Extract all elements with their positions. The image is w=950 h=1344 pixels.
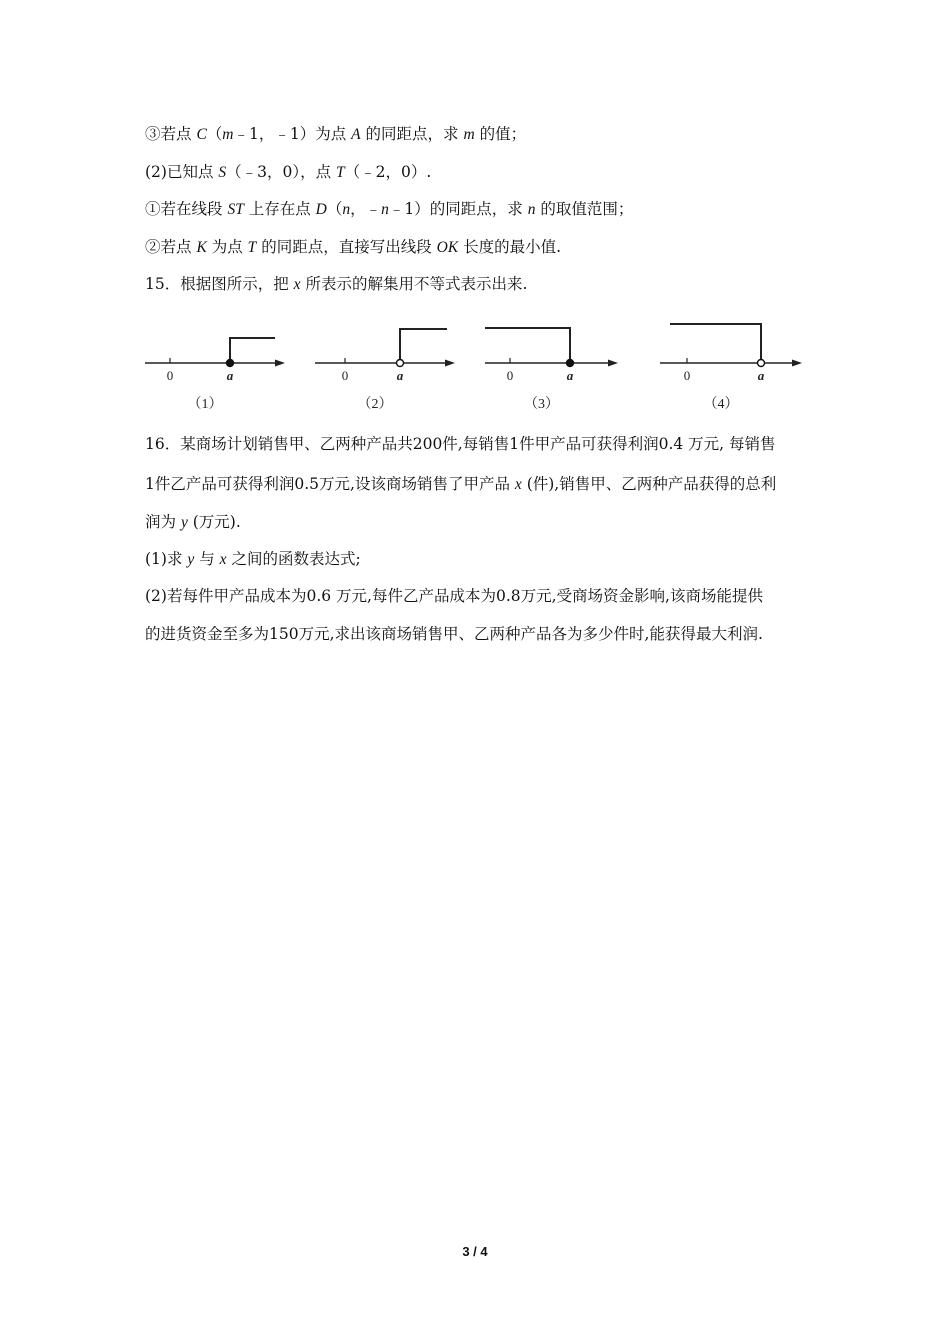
text-segment: （ [326, 200, 343, 218]
text-segment: ﹣1，﹣1）为点 [233, 125, 352, 143]
text-segment: 长度的最小值. [458, 238, 562, 256]
text-line-q14-p2-1 [145, 199, 633, 220]
math-variable: x [293, 276, 301, 293]
point-label: a [566, 368, 574, 383]
text-segment: 的同距点，直接写出线段 [256, 238, 437, 256]
text-segment: 15．根据图所示，把 [145, 275, 294, 293]
text-segment: 为点 [206, 238, 248, 256]
text-line-q14-p2 [145, 162, 431, 183]
text-line-q16-a [145, 434, 776, 454]
math-variable: D [315, 201, 327, 218]
arrow-icon [792, 360, 802, 367]
text-segment: ﹣1）的同距点，求 [388, 200, 528, 218]
math-variable: y [180, 514, 188, 531]
math-variable: S [218, 164, 227, 181]
filled-point-icon [227, 360, 234, 367]
figure-caption: （1） [187, 397, 223, 412]
text-segment: 之间的函数表达式; [226, 550, 361, 568]
number-line-figures [140, 318, 820, 418]
filled-point-icon [567, 360, 574, 367]
open-point-icon [397, 360, 404, 367]
math-variable: T [336, 164, 345, 181]
text-segment: (1)求 [145, 550, 188, 568]
math-variable: K [196, 239, 207, 256]
text-line-q16-2a [145, 586, 763, 606]
text-segment: (2)若每件甲产品成本为0.6 万元,每件乙产品成本为0.8万元,受商场资金影响,该商场能提供 [145, 587, 763, 605]
text-line-q15 [145, 274, 527, 295]
zero-label: 0 [166, 368, 174, 383]
text-segment: ②若点 [145, 238, 197, 256]
zero-label: 0 [506, 368, 514, 383]
math-variable: y [187, 551, 195, 568]
math-variable: C [196, 126, 207, 143]
solution-bracket [670, 324, 761, 363]
arrow-icon [608, 360, 618, 367]
math-variable: m [222, 126, 234, 143]
text-segment: 的值； [474, 125, 527, 143]
math-variable: OK [436, 239, 459, 256]
point-label: a [757, 368, 765, 383]
math-variable: n [527, 201, 536, 218]
zero-label: 0 [341, 368, 349, 383]
math-variable: n [381, 201, 389, 218]
point-label: a [226, 368, 234, 383]
math-variable: x [219, 551, 227, 568]
text-line-q16-c [145, 512, 241, 533]
math-variable: T [247, 239, 257, 256]
arrow-icon [445, 360, 455, 367]
page-number: 3 / 4 [462, 1244, 488, 1259]
text-segment: (万元). [187, 513, 241, 531]
math-variable: x [514, 476, 522, 493]
math-variable: ST [227, 201, 244, 218]
text-segment: ①若在线段 [145, 200, 228, 218]
figure-caption: （3） [524, 397, 559, 412]
text-line-q16-1 [145, 549, 361, 570]
text-line-q16-b [145, 474, 776, 495]
text-segment: 的取值范围； [535, 200, 634, 218]
text-segment: 所表示的解集用不等式表示出来. [300, 275, 528, 293]
text-segment: 16．某商场计划销售甲、乙两种产品共200件,每销售1件甲产品可获得利润0.4 万元, 每销售 [145, 435, 776, 453]
solution-bracket [230, 338, 275, 363]
figure-caption: （2） [357, 397, 393, 412]
math-variable: m [463, 126, 475, 143]
text-segment: (2)已知点 [145, 163, 219, 181]
text-segment: 上存在点 [243, 200, 316, 218]
text-segment: 1件乙产品可获得利润0.5万元,设该商场销售了甲产品 [145, 475, 515, 493]
text-segment: 的同距点，求 [360, 125, 464, 143]
text-line-q14-p2-2 [145, 237, 561, 258]
text-segment: (件),销售甲、乙两种产品获得的总利 [521, 475, 777, 493]
figure-caption: （4） [703, 397, 739, 412]
solution-bracket [400, 329, 447, 363]
text-segment: （﹣3，0），点 [226, 163, 337, 181]
math-variable: A [351, 126, 361, 143]
text-segment: 与 [194, 550, 220, 568]
point-label: a [396, 368, 404, 383]
open-point-icon [758, 360, 765, 367]
solution-bracket [485, 328, 570, 363]
text-segment: 润为 [145, 513, 181, 531]
math-variable: n [342, 201, 351, 218]
text-segment: （ [206, 125, 223, 143]
text-segment: ③若点 [145, 125, 197, 143]
text-segment: 的进货资金至多为150万元,求出该商场销售甲、乙两种产品各为多少件时,能获得最大利润. [145, 625, 763, 643]
text-line-q16-2b [145, 624, 763, 644]
arrow-icon [275, 360, 285, 367]
text-segment: ，﹣ [350, 200, 382, 218]
text-line-q14-3 [145, 124, 526, 145]
text-segment: （﹣2，0）. [344, 163, 432, 181]
zero-label: 0 [683, 368, 691, 383]
